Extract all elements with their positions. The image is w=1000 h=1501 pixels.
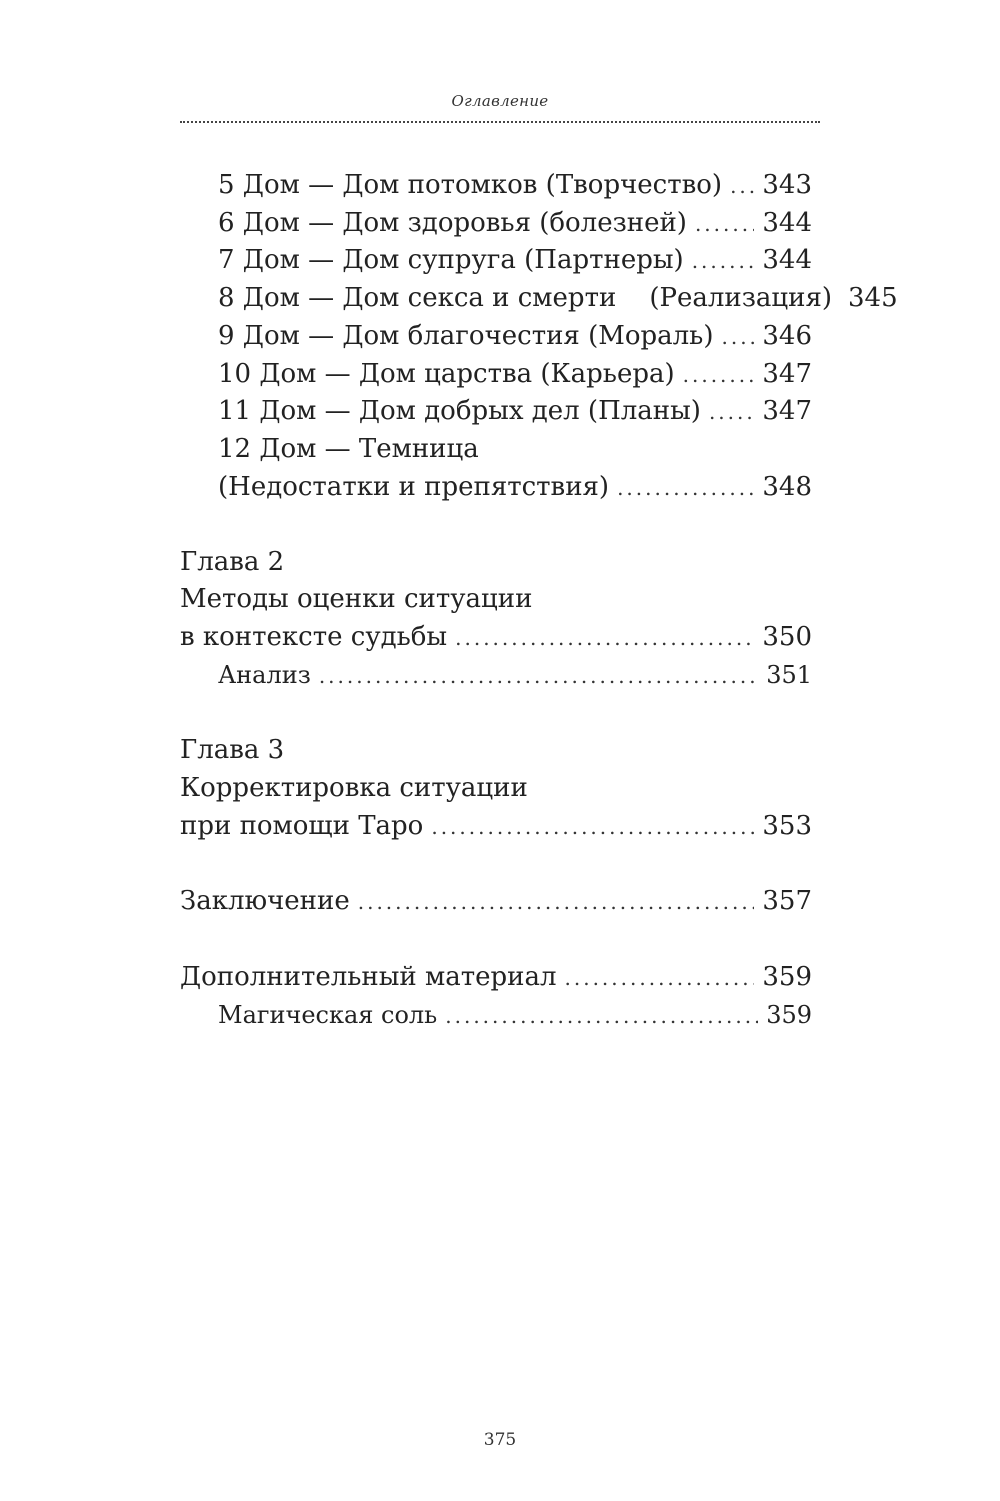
toc-entry-additional-material[interactable]	[180, 958, 812, 996]
toc-chapter-2-title[interactable]	[180, 580, 812, 618]
toc-entry-page: 357	[762, 886, 812, 916]
toc-entry-title: (Недостатки и препятствия)	[218, 472, 610, 502]
toc-entry-title: Корректировка ситуации	[180, 773, 528, 803]
toc-entry-house-12-cont[interactable]	[218, 468, 812, 506]
toc-entry-conclusion[interactable]	[180, 882, 812, 920]
toc-entry-title: Глава 2	[180, 547, 285, 577]
toc-entry-page: 346	[762, 321, 812, 351]
toc-leader-dots	[445, 997, 758, 1035]
toc-entry-title: 7 Дом — Дом супруга (Партнеры)	[218, 245, 684, 275]
toc-chapter-3-title-cont[interactable]	[180, 807, 812, 845]
toc-leader-dots	[709, 393, 754, 431]
toc-chapter-2-title-cont[interactable]	[180, 618, 812, 656]
toc-entry-page: 344	[762, 245, 812, 275]
toc-entry-title: 10 Дом — Дом царства (Карьера)	[218, 359, 675, 389]
toc-entry-page: 344	[762, 208, 812, 238]
toc-entry-page: 347	[762, 359, 812, 389]
toc-chapter-3-label[interactable]	[180, 731, 812, 769]
toc-leader-dots	[617, 469, 754, 507]
toc-entry-house-9[interactable]	[218, 317, 812, 355]
toc-entry-page: 359	[762, 962, 812, 992]
toc-entry-title: 12 Дом — Темница	[218, 434, 479, 464]
toc-entry-house-7[interactable]	[218, 241, 812, 279]
toc-entry-title: 5 Дом — Дом потомков (Творчество)	[218, 170, 723, 200]
toc-entry-title: 8 Дом — Дом секса и смерти (Реализация)	[218, 283, 832, 313]
header-dotted-rule	[180, 121, 820, 123]
toc-entry-title: Глава 3	[180, 735, 285, 765]
toc-entry-title: Заключение	[180, 886, 350, 916]
toc-chapter-2-label[interactable]	[180, 543, 812, 581]
toc-leader-dots	[683, 356, 755, 394]
toc-entry-title: в контексте судьбы	[180, 622, 448, 652]
toc-entry-house-11[interactable]	[218, 392, 812, 430]
toc-entry-page: 348	[762, 472, 812, 502]
toc-entry-title: 6 Дом — Дом здоровья (болезней)	[218, 208, 687, 238]
toc-entry-page: 359	[766, 1001, 812, 1029]
toc-leader-dots	[730, 167, 754, 205]
toc-entry-title: Дополнительный материал	[180, 962, 557, 992]
toc-entry-page: 343	[762, 170, 812, 200]
page-number: 375	[483, 1430, 517, 1450]
toc-entry-page: 345	[847, 283, 898, 313]
toc-leader-dots	[721, 318, 754, 356]
toc-leader-dots	[455, 619, 754, 657]
toc-entry-house-6[interactable]	[218, 204, 812, 242]
toc-entry-title: 9 Дом — Дом благочестия (Мораль)	[218, 321, 714, 351]
toc-entry-house-5[interactable]	[218, 166, 812, 204]
toc-entry-title: Магическая соль	[218, 1001, 438, 1029]
toc-entry-page: 350	[762, 622, 812, 652]
toc-entry-title: Анализ	[218, 661, 311, 689]
toc-entry-house-8[interactable]	[218, 279, 898, 317]
toc-leader-dots	[319, 657, 758, 695]
toc-leader-dots	[692, 242, 755, 280]
toc-leader-dots	[358, 883, 755, 921]
toc-leader-dots	[431, 808, 754, 846]
toc-entry-analysis[interactable]	[218, 656, 812, 694]
toc-entry-page: 351	[766, 661, 812, 689]
toc-leader-dots	[565, 959, 755, 997]
toc-entry-house-10[interactable]	[218, 355, 812, 393]
toc-entry-title: при помощи Таро	[180, 811, 424, 841]
toc-entry-title: Методы оценки ситуации	[180, 584, 533, 614]
toc-chapter-3-title[interactable]	[180, 769, 812, 807]
toc-entry-house-12[interactable]	[218, 430, 812, 468]
toc-entry-magic-salt[interactable]	[218, 996, 812, 1034]
toc-leader-dots	[695, 205, 754, 243]
toc-entry-page: 353	[762, 811, 812, 841]
toc-entry-title: 11 Дом — Дом добрых дел (Планы)	[218, 396, 701, 426]
running-title: Оглавление	[451, 92, 549, 110]
toc-entry-page: 347	[762, 396, 812, 426]
